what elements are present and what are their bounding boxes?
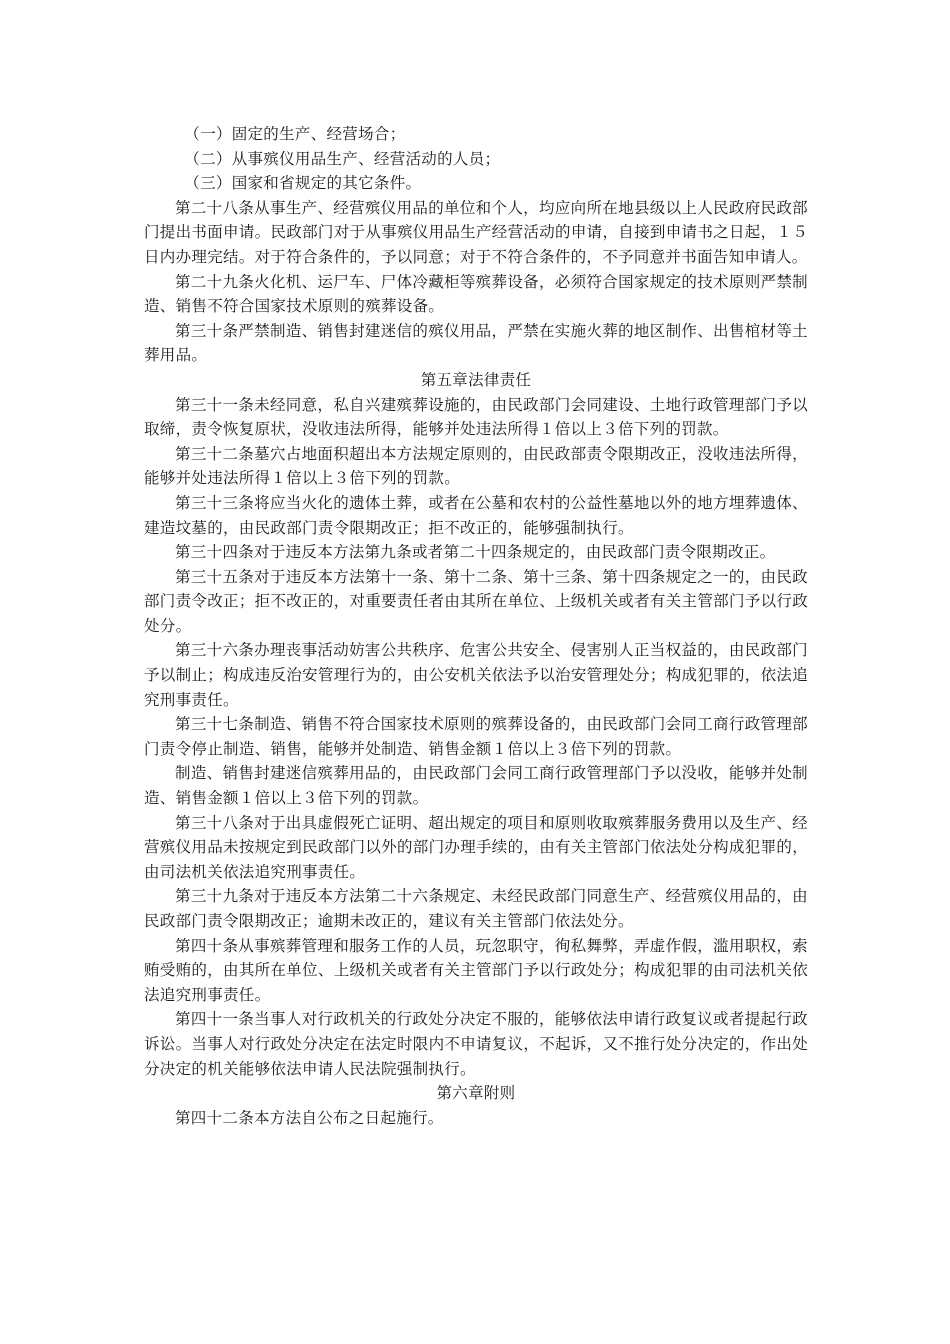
article-37: 第三十七条制造、销售不符合国家技术原则的殡葬设备的，由民政部门会同工商行政管理部门责令停止制造、销售，能够并处制造、销售金额１倍以上３倍下列的罚款。 <box>144 715 808 758</box>
article-30: 第三十条严禁制造、销售封建迷信的殡仪用品，严禁在实施火葬的地区制作、出售棺材等土葬用品。 <box>144 321 808 365</box>
chapter-5-heading: 第五章法律责任 <box>420 370 532 389</box>
article-34: 第三十四条对于违反本方法第九条或者第二十四条规定的，由民政部门责令限期改正。 <box>175 543 776 562</box>
article-40: 第四十条从事殡葬管理和服务工作的人员，玩忽职守，徇私舞弊，弄虚作假，滥用职权，索贿受贿的，由其所在单位、上级机关或者有关主管部门予以行政处分；构成犯罪的由司法机关依法追究刑事责任。 <box>144 936 808 1004</box>
article-41: 第四十一条当事人对行政机关的行政处分决定不服的，能够依法申请行政复议或者提起行政诉讼。当事人对行政处分决定在法定时限内不申请复议，不起诉，又不推行处分决定的，作出处分决定的机关能够依法申请人民法院强制执行。 <box>144 1010 808 1078</box>
article-39: 第三十九条对于违反本方法第二十六条规定、未经民政部门同意生产、经营殡仪用品的，由民政部门责令限期改正；逾期未改正的，建议有关主管部门依法处分。 <box>144 887 808 930</box>
article-35: 第三十五条对于违反本方法第十一条、第十二条、第十三条、第十四条规定之一的，由民政部门责令改正；拒不改正的，对重要责任者由其所在单位、上级机关或者有关主管部门予以行政处分。 <box>144 567 808 635</box>
article-33: 第三十三条将应当火化的遗体土葬，或者在公墓和农村的公益性墓地以外的地方埋葬遗体、建造坟墓的，由民政部门责令限期改正；拒不改正的，能够强制执行。 <box>144 493 808 537</box>
article-29: 第二十九条火化机、运尸车、尸体冷藏柜等殡葬设备，必须符合国家规定的技术原则严禁制造、销售不符合国家技术原则的殡葬设备。 <box>144 272 808 316</box>
article-37-continued: 制造、销售封建迷信殡葬用品的，由民政部门会同工商行政管理部门予以没收，能够并处制造、销售金额１倍以上３倍下列的罚款。 <box>144 764 808 808</box>
chapter-6-heading: 第六章附则 <box>436 1084 516 1103</box>
article-32: 第三十二条墓穴占地面积超出本方法规定原则的，由民政部责令限期改正，没收违法所得，能够并处违法所得１倍以上３倍下列的罚款。 <box>144 444 808 488</box>
article-38: 第三十八条对于出具虚假死亡证明、超出规定的项目和原则收取殡葬服务费用以及生产、经营殡仪用品未按规定到民政部门以外的部门办理手续的，由有关主管部门依法处分构成犯罪的，由司法机关依法追究刑事责任。 <box>144 813 808 881</box>
article-36: 第三十六条办理丧事活动妨害公共秩序、危害公共安全、侵害别人正当权益的，由民政部门予以制止；构成违反治安管理行为的，由公安机关依法予以治安管理处分；构成犯罪的，依法追究刑事责任。 <box>144 641 808 709</box>
article-42: 第四十二条本方法自公布之日起施行。 <box>175 1108 444 1127</box>
condition-item-3: （三）国家和省规定的其它条件。 <box>184 174 422 193</box>
document-body <box>144 122 808 1130</box>
article-28: 第二十八条从事生产、经营殡仪用品的单位和个人，均应向所在地县级以上人民政府民政部门提出书面申请。民政部门对于从事殡仪用品生产经营活动的申请，自接到申请书之日起，１５日内办理完结。对于符合条件的，予以同意；对于不符合条件的，不予同意并书面告知申请人。 <box>144 198 808 266</box>
condition-item-2: （二）从事殡仪用品生产、经营活动的人员； <box>184 149 501 168</box>
article-31: 第三十一条未经同意，私自兴建殡葬设施的，由民政部门会同建设、土地行政管理部门予以取缔，责令恢复原状，没收违法所得，能够并处违法所得１倍以上３倍下列的罚款。 <box>144 395 808 439</box>
condition-item-1: （一）固定的生产、经营场合； <box>184 125 406 143</box>
